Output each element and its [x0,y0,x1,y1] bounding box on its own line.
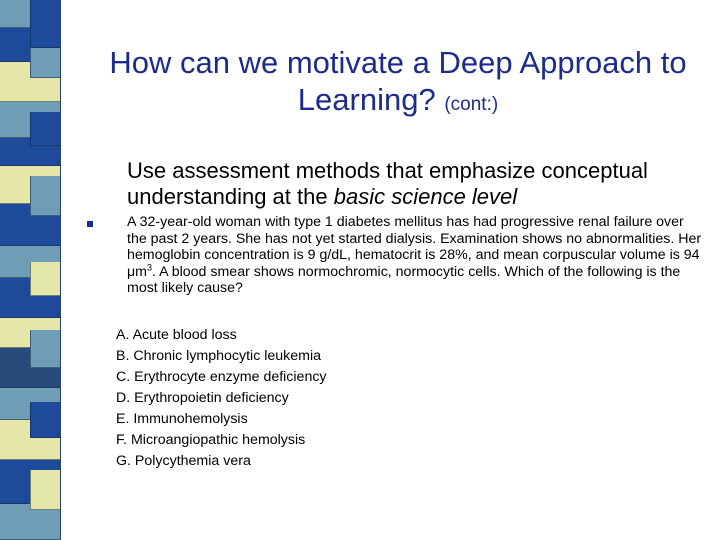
stripe-block [30,402,60,438]
decorative-stripe [0,0,61,540]
answer-option: A. Acute blood loss [116,327,237,343]
stripe-block [30,330,60,368]
answer-option: B. Chronic lymphocytic leukemia [116,348,322,364]
answer-options [116,325,516,472]
stripe-block [30,48,60,78]
subheading-text: Use assessment methods that emphasize conceptual understanding at the [127,158,648,209]
stripe-block [30,470,60,510]
answer-option: G. Polycythemia vera [116,453,251,469]
stripe-block [30,0,60,48]
subheading [127,158,707,210]
square-bullet-icon [87,221,93,227]
answer-option: D. Erythropoietin deficiency [116,390,289,406]
vignette-text: A 32-year-old woman with type 1 diabetes mellitus has had progressive renal failure over the past 2 years. She has not yet started dialysis. Examination shows no abnormalities. Her hemoglobin concentration is 9 g/dL, hematocrit is 28%, and mean corpuscular volume is 94 μm [127,214,702,280]
stripe-block [30,262,60,296]
unit-superscript: 3 [147,262,153,273]
stripe-block [30,176,60,216]
stripe-block [30,112,60,146]
subheading-italic: basic science level [333,184,518,209]
title-main: How can we motivate a Deep Approach to Learning? [109,45,687,117]
answer-option: F. Microangiopathic hemolysis [116,432,306,448]
title-suffix: (cont:) [444,94,499,115]
answer-option: E. Immunohemolysis [116,411,248,427]
vignette-text-end: . A blood smear shows normochromic, normocytic cells. Which of the following is the most likely cause? [127,263,681,297]
slide-title [80,44,716,123]
clinical-vignette [127,214,702,297]
answer-option: C. Erythrocyte enzyme deficiency [116,369,327,385]
